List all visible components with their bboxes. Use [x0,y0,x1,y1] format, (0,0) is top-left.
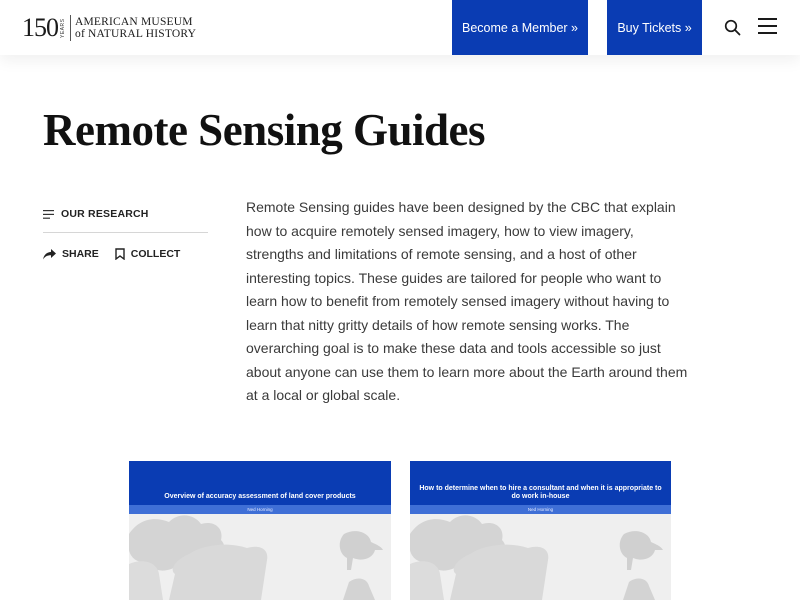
card-title: How to determine when to hire a consultant and when it is appropriate to do work in-house [419,485,662,500]
logo-wordmark [75,16,196,40]
list-icon [43,210,54,219]
breadcrumb-label: OUR RESEARCH [61,208,149,220]
card-author: Ned Horning [527,507,554,512]
logo-divider [70,15,71,41]
logo-line-2: of NATURAL HISTORY [75,28,197,40]
amnh-logo[interactable] [22,12,196,44]
card-author-bar [410,505,671,514]
wildlife-silhouette-image [410,514,671,600]
sidebar-divider [43,232,208,233]
card-header [410,461,671,505]
card-author: Ned Horning [247,507,273,512]
guide-card[interactable] [410,461,671,600]
guide-card[interactable] [129,461,391,600]
page-title: Remote Sensing Guides [43,105,486,155]
wildlife-silhouette-image [129,514,391,600]
breadcrumb-our-research[interactable] [43,203,208,225]
share-button[interactable] [43,248,99,260]
bookmark-icon [115,248,125,260]
site-header [0,0,800,55]
sidebar-actions [43,243,208,265]
logo-years: YEARS [60,18,66,38]
card-author-bar [129,505,391,514]
card-header [129,461,391,505]
logo-line-1: AMERICAN MUSEUM [75,16,193,28]
hamburger-menu-icon[interactable] [758,18,777,35]
card-title: Overview of accuracy assessment of land cover products [164,493,356,500]
collect-label: COLLECT [130,248,181,260]
share-icon [43,249,56,260]
logo-150: 150 [22,13,58,42]
become-member-button[interactable]: Become a Member » [452,0,588,55]
intro-paragraph: Remote Sensing guides have been designed by the CBC that explain how to acquire remotely sensed imagery, how to view imagery, strengths and limitations of remote sensing, and a host of other interesting topics. These guides are tailored for people who want to learn how to benefit from remotely sensed imagery without having to learn that nitty gritty details of how remote sensing works. The overarching goal is to make these data and tools accessible so just about anyone can use them to learn more about the Earth around them at a local or global scale. [246,199,688,403]
collect-button[interactable] [115,248,181,260]
search-icon[interactable] [724,19,741,36]
buy-tickets-button[interactable]: Buy Tickets » [607,0,702,55]
page-sidebar [43,203,208,265]
share-label: SHARE [62,248,99,260]
